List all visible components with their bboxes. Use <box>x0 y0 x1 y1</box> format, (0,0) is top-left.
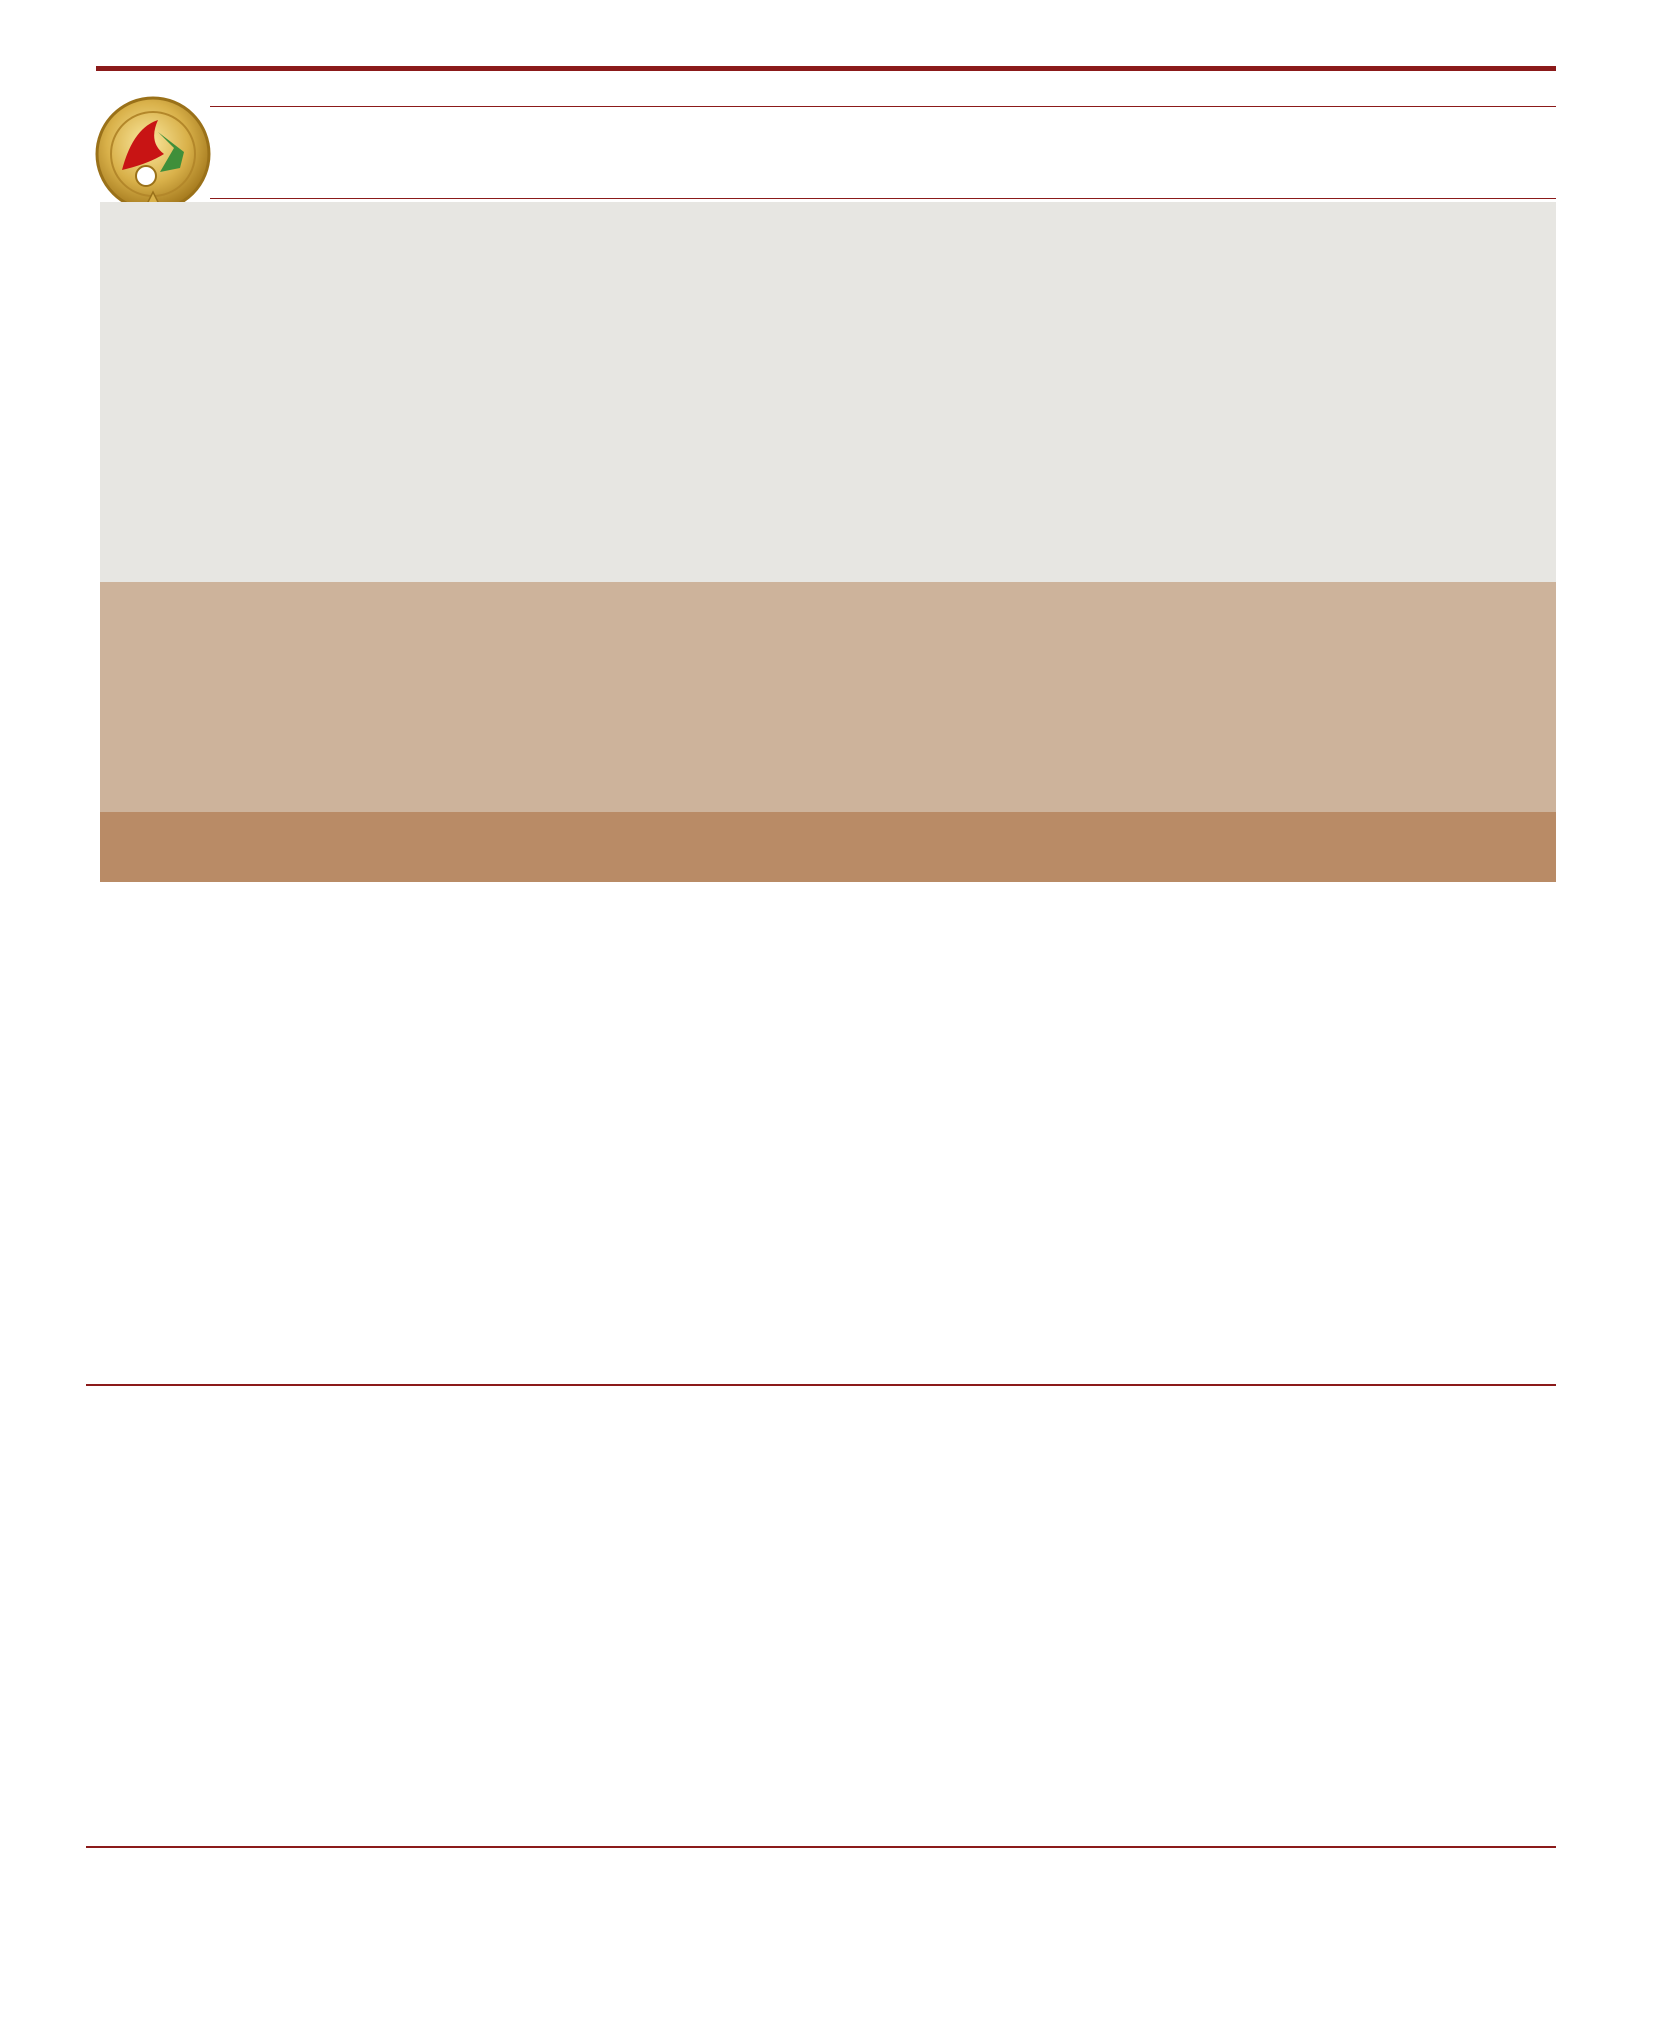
table-header-row <box>86 1386 1556 1418</box>
title-rule-top <box>210 106 1556 107</box>
title-rule-bottom <box>210 198 1556 199</box>
header-rule <box>96 66 1556 71</box>
team-photo <box>100 202 1556 882</box>
table-rule-bottom <box>86 1846 1556 1848</box>
